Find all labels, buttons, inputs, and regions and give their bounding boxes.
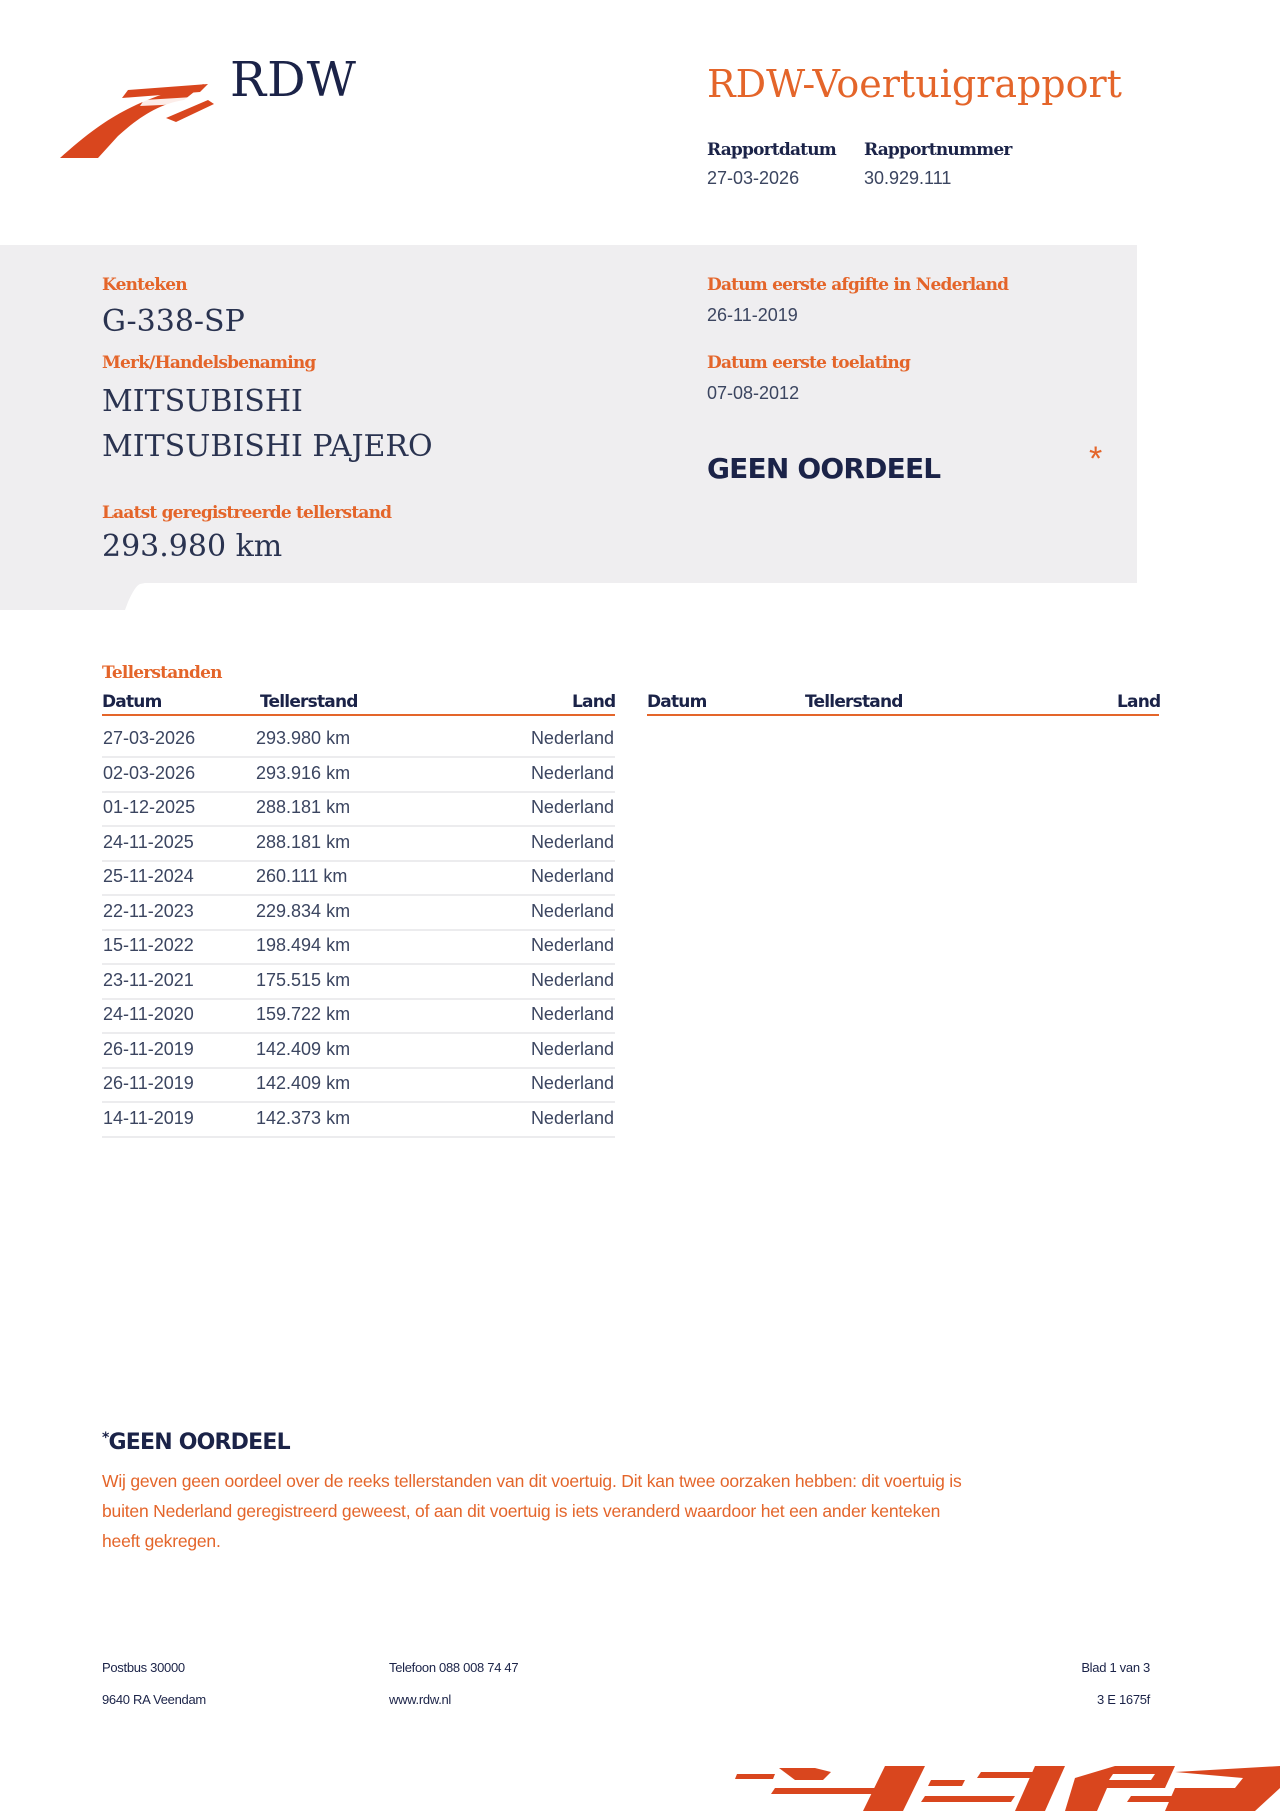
row-date: 25-11-2024	[103, 866, 194, 886]
row-date: 15-11-2022	[103, 935, 194, 955]
report-number: 30.929.111	[864, 168, 952, 188]
row-reading: 288.181 km	[256, 831, 351, 852]
table-row	[102, 826, 615, 862]
row-date: 24-11-2025	[103, 831, 194, 852]
footer-address-line2: 9640 RA Veendam	[102, 1692, 206, 1707]
first-admission-label: Datum eerste toelating	[707, 353, 911, 373]
row-country: Nederland	[530, 1107, 614, 1128]
odometer-label: Laatst geregistreerde tellerstand	[102, 503, 392, 523]
rdw-swoosh-icon	[58, 78, 218, 162]
row-country: Nederland	[530, 1073, 614, 1093]
first-issue-nl-label: Datum eerste afgifte in Nederland	[707, 275, 1009, 295]
row-date: 02-03-2026	[103, 762, 196, 783]
col-header-date-right: Datum	[647, 692, 707, 712]
report-date: 27-03-2026	[707, 168, 800, 188]
row-date: 22-11-2023	[103, 900, 194, 921]
row-date: 23-11-2021	[103, 969, 194, 990]
make-value: MITSUBISHI	[102, 384, 303, 419]
row-date: 27-03-2026	[103, 728, 196, 748]
row-country: Nederland	[530, 1038, 614, 1059]
table-row	[102, 791, 615, 827]
note-line-2: buiten Nederland geregistreerd geweest, of aan dit voertuig is iets veranderd waardoor het een ander kenteken	[102, 1501, 941, 1521]
footer-website[interactable]: www.rdw.nl	[389, 1692, 452, 1707]
row-country: Nederland	[530, 762, 614, 783]
plate-value: G-338-SP	[102, 304, 245, 339]
odometer-value: 293.980 km	[102, 529, 283, 564]
model-value: MITSUBISHI PAJERO	[102, 429, 433, 464]
row-reading: 260.111 km	[256, 866, 348, 886]
table-header-rule-left	[102, 714, 615, 716]
table-row	[102, 757, 615, 793]
table-row	[102, 722, 615, 758]
row-reading: 142.409 km	[256, 1073, 351, 1093]
panel-tail	[0, 580, 160, 610]
report-number-label: Rapportnummer	[864, 140, 1012, 160]
odometer-section-title: Tellerstanden	[102, 663, 222, 683]
note-body	[102, 1466, 962, 1556]
make-label: Merk/Handelsbenaming	[102, 353, 316, 373]
row-reading: 288.181 km	[256, 797, 351, 817]
table-row	[102, 929, 615, 965]
row-reading: 142.409 km	[256, 1038, 351, 1059]
table-row	[102, 998, 615, 1034]
report-date-label: Rapportdatum	[707, 140, 836, 160]
row-reading: 159.722 km	[256, 1004, 351, 1024]
row-country: Nederland	[530, 831, 614, 852]
row-date: 14-11-2019	[103, 1107, 194, 1128]
table-header-rule-right	[647, 714, 1159, 716]
row-reading: 293.980 km	[256, 728, 351, 748]
row-country: Nederland	[530, 900, 614, 921]
verdict-asterisk: *	[1089, 440, 1103, 478]
first-issue-nl-value: 26-11-2019	[707, 305, 798, 325]
row-date: 26-11-2019	[103, 1073, 194, 1093]
rdw-stripes-logo	[735, 1758, 1280, 1811]
table-row	[102, 1033, 615, 1069]
col-header-reading-right: Tellerstand	[805, 692, 903, 712]
table-row	[102, 1067, 615, 1103]
rdw-logo	[58, 78, 218, 162]
note-title: GEEN OORDEEL	[108, 1430, 290, 1455]
row-country: Nederland	[530, 1004, 614, 1024]
row-country: Nederland	[530, 866, 614, 886]
verdict-text: GEEN OORDEEL	[707, 452, 941, 485]
footer-phone: Telefoon 088 008 74 47	[389, 1660, 519, 1675]
note-line-3: heeft gekregen.	[102, 1531, 221, 1551]
footer-page-number: Blad 1 van 3	[1081, 1660, 1150, 1675]
plate-label: Kenteken	[102, 275, 187, 295]
table-row	[102, 895, 615, 931]
table-row	[102, 964, 615, 1000]
row-reading: 229.834 km	[256, 900, 351, 921]
row-date: 01-12-2025	[103, 797, 196, 817]
footer-address-line1: Postbus 30000	[102, 1660, 185, 1675]
row-country: Nederland	[530, 797, 614, 817]
row-reading: 175.515 km	[256, 969, 351, 990]
row-reading: 142.373 km	[256, 1107, 351, 1128]
note-heading	[102, 1430, 290, 1455]
rdw-wordmark: RDW	[230, 52, 357, 108]
table-row	[102, 1102, 615, 1138]
report-title: RDW-Voertuigrapport	[707, 62, 1122, 106]
row-reading: 198.494 km	[256, 935, 351, 955]
row-date: 26-11-2019	[103, 1038, 194, 1059]
col-header-date: Datum	[102, 692, 162, 712]
col-header-country: Land	[572, 692, 616, 712]
col-header-reading: Tellerstand	[260, 692, 358, 712]
row-date: 24-11-2020	[103, 1004, 194, 1024]
row-country: Nederland	[530, 728, 614, 748]
col-header-country-right: Land	[1117, 692, 1161, 712]
row-country: Nederland	[530, 935, 614, 955]
note-line-1: Wij geven geen oordeel over de reeks tellerstanden van dit voertuig. Dit kan twee oorzaken hebben: dit voertuig is	[102, 1471, 962, 1491]
row-country: Nederland	[530, 969, 614, 990]
first-admission-value: 07-08-2012	[707, 383, 800, 403]
row-reading: 293.916 km	[256, 762, 351, 783]
note-asterisk: *	[102, 1430, 109, 1446]
table-row	[102, 860, 615, 896]
footer-document-code: 3 E 1675f	[1097, 1692, 1150, 1707]
